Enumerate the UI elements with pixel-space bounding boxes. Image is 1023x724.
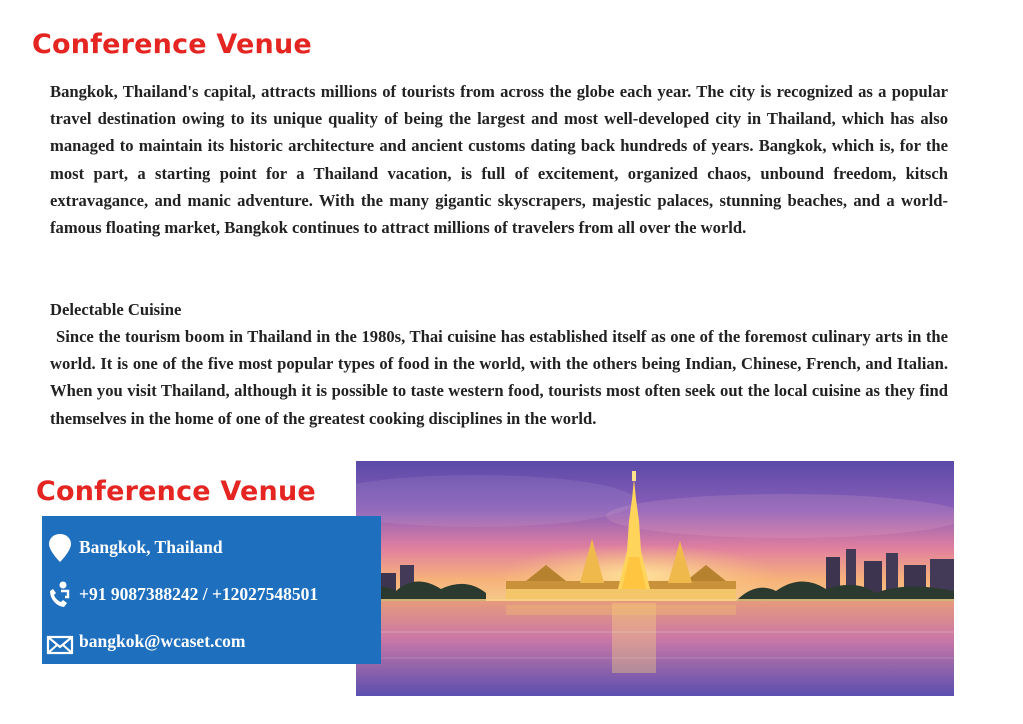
cuisine-subheading: Delectable Cuisine xyxy=(50,300,182,319)
cuisine-paragraph: Since the tourism boom in Thailand in the 1980s, Thai cuisine has established itself as one of the foremost culinary arts in the world. It is one of the five most popular types of food in the world, with the others being Indian, Chinese, French, and Italian. When you visit Thailand, although it is possible to taste western food, tourists most often seek out the local cuisine as they find themselves in the home of one of the greatest cooking disciplines in the world. xyxy=(50,327,948,428)
contact-location-row xyxy=(42,532,381,566)
contact-info-box xyxy=(42,516,381,664)
envelope-icon xyxy=(46,626,74,658)
location-pin-icon xyxy=(46,532,74,564)
bangkok-temple-photo xyxy=(356,461,954,696)
contact-email-row xyxy=(42,626,381,660)
contact-phone-text: +91 9087388242 / +12027548501 xyxy=(79,584,319,604)
section-heading-venue-contact: Conference Venue xyxy=(36,476,316,507)
contact-phone-row xyxy=(42,579,381,613)
contact-location-text: Bangkok, Thailand xyxy=(79,537,223,557)
phone-contact-icon xyxy=(46,579,74,611)
intro-paragraph: Bangkok, Thailand's capital, attracts millions of tourists from across the globe each year. The city is recognized as a popular travel destination owing to its unique quality of being the largest and most well-developed city in Thailand, which has also managed to maintain its historic architecture and ancient customs dating back hundreds of years. Bangkok, which is, for the most part, a starting point for a Thailand vacation, is full of excitement, organized chaos, unbound freedom, kitsch extravagance, and manic adventure. With the many gigantic skyscrapers, majestic palaces, stunning beaches, and a world-famous floating market, Bangkok continues to attract millions of travelers from all over the world. xyxy=(50,82,948,238)
section-heading-venue: Conference Venue xyxy=(32,29,312,60)
contact-email-text[interactable]: bangkok@wcaset.com xyxy=(79,631,246,651)
